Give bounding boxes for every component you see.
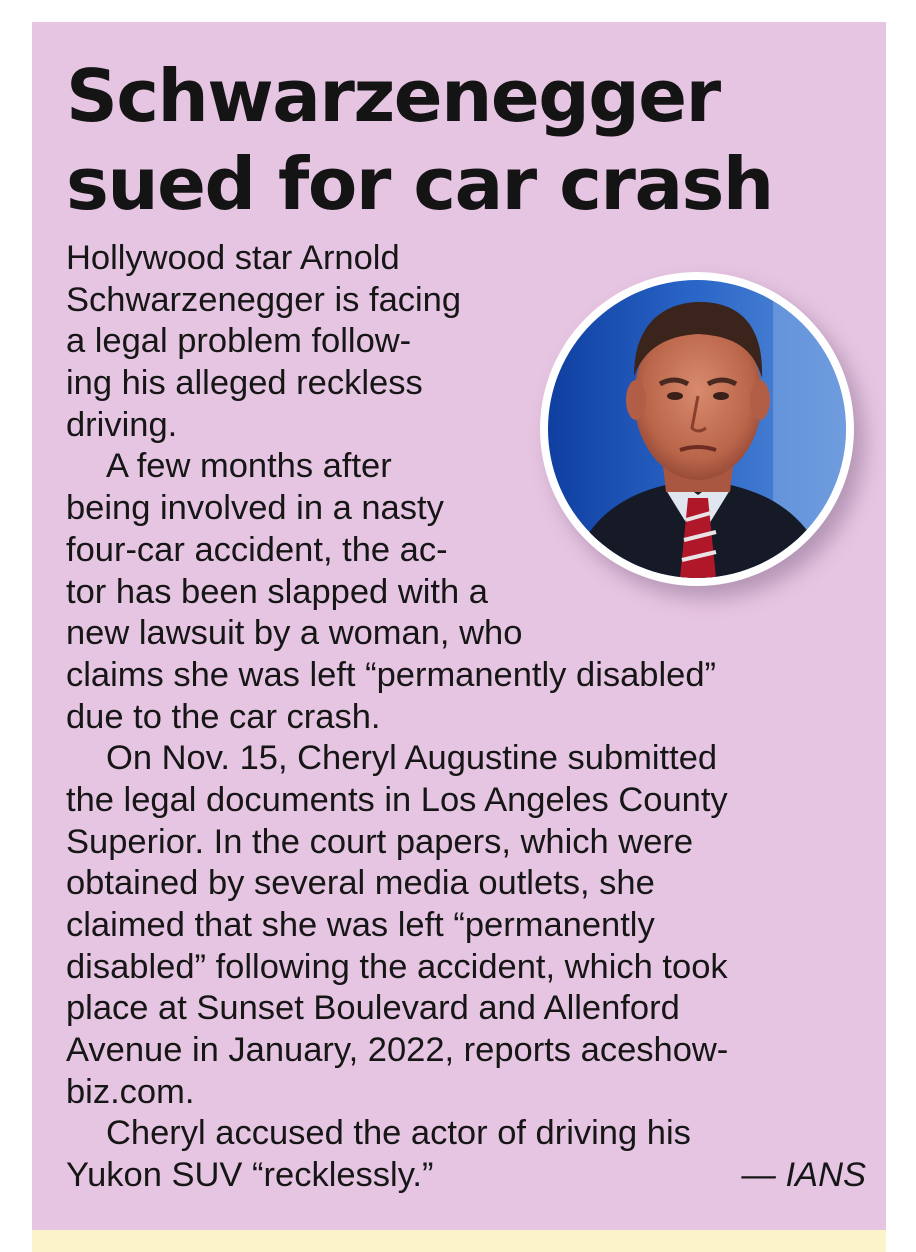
body-line: claims she was left “permanently disabled” (66, 655, 717, 694)
body-line: Hollywood star Arnold (66, 239, 400, 277)
portrait-illustration (548, 280, 846, 578)
body-line: obtained by several media outlets, she (66, 864, 655, 903)
body-line: four-car accident, the ac- (66, 530, 448, 569)
body-line: being involved in a nasty (66, 489, 444, 528)
body-line: Superior. In the court papers, which were (66, 822, 694, 861)
portrait-photo (548, 280, 846, 578)
body-line-last (66, 1155, 866, 1197)
bottom-strip (32, 1230, 886, 1252)
article-card (32, 22, 886, 1230)
body-line: Schwarzenegger is facing (66, 280, 462, 319)
body-line: Cheryl accused the actor of driving his (106, 1114, 691, 1153)
body-line: biz.com. (66, 1072, 195, 1111)
body-line: Yukon SUV “recklessly.” (66, 1156, 434, 1195)
credit-byline: — IANS (741, 1156, 866, 1195)
body-line: driving. (66, 405, 178, 444)
body-line: due to the car crash. (66, 697, 381, 736)
headline-line-2: sued for car crash (66, 142, 773, 226)
body-line: ing his alleged reckless (66, 364, 423, 403)
portrait-photo-frame (540, 272, 854, 586)
body-line: tor has been slapped with a (66, 572, 488, 611)
body-line: On Nov. 15, Cheryl Augustine submitted (106, 739, 718, 778)
body-line: the legal documents in Los Angeles County (66, 780, 728, 819)
body-line: disabled” following the accident, which took (66, 947, 728, 986)
headline (66, 52, 773, 228)
body-line: claimed that she was left “permanently (66, 906, 655, 944)
body-line: A few months after (106, 447, 392, 486)
headline-line-1: Schwarzenegger (66, 54, 720, 138)
body-line: new lawsuit by a woman, who (66, 614, 523, 653)
body-line: Avenue in January, 2022, reports aceshow- (66, 1031, 729, 1070)
body-line: a legal problem follow- (66, 322, 412, 361)
body-line: place at Sunset Boulevard and Allenford (66, 989, 680, 1028)
